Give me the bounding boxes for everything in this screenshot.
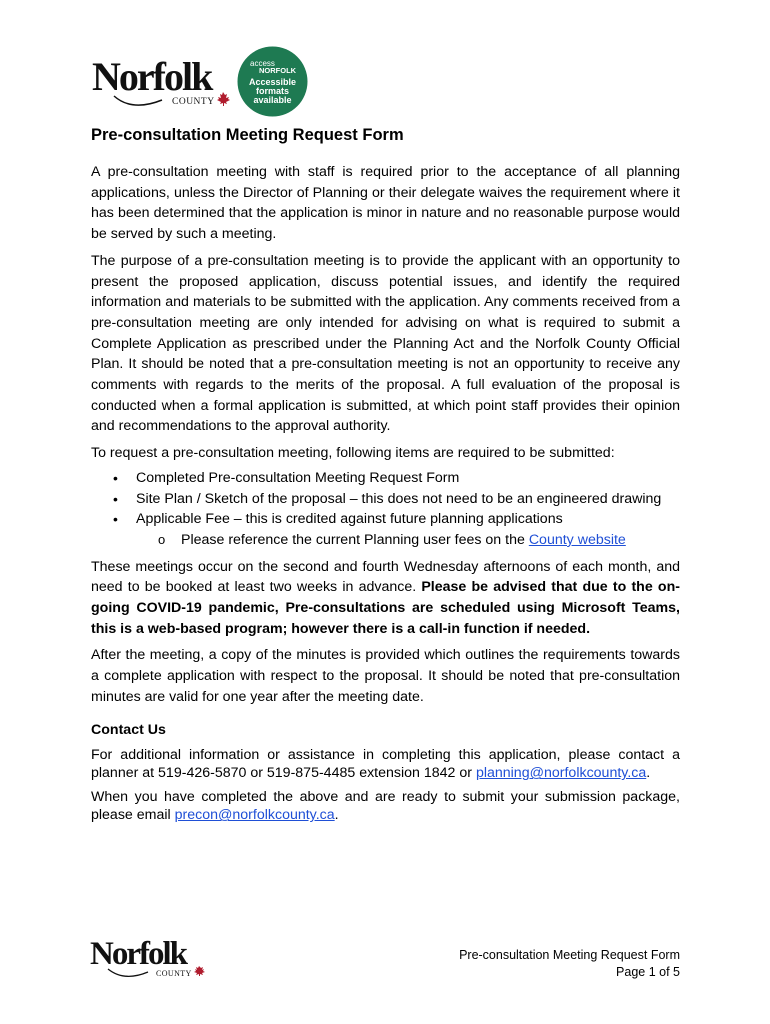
- list-item: • Applicable Fee – this is credited against future planning applications o Please reference the current Planning user fees on the County website: [91, 509, 680, 550]
- sub-list: [136, 530, 680, 551]
- required-items-list: [91, 468, 680, 551]
- circle-bullet-icon: o: [158, 531, 166, 547]
- norfolk-county-logo: [92, 52, 240, 114]
- covid-notice: Please be advised that due to the on-going COVID-19 pandemic, Pre-consultations are scheduled using Microsoft Teams, this is a web-based program; however there is a call-in function if needed.: [91, 579, 680, 637]
- maple-leaf-icon: [217, 92, 230, 106]
- svg-text:Accessible: Accessible: [248, 77, 297, 87]
- county-website-link[interactable]: County website: [528, 531, 626, 548]
- svg-text:access: access: [250, 59, 275, 68]
- request-intro: To request a pre-consultation meeting, following items are required to be submitted:: [91, 445, 615, 462]
- maple-leaf-icon: [194, 966, 205, 976]
- svg-text:NORFOLK: NORFOLK: [259, 66, 297, 75]
- bullet-icon: •: [113, 511, 118, 528]
- page-number: Page 1 of 5: [616, 964, 680, 979]
- list-item: • Completed Pre-consultation Meeting Request Form: [91, 468, 680, 489]
- norfolk-county-footer-logo: [90, 932, 212, 984]
- purpose-paragraph: The purpose of a pre-consultation meeting is to provide the applicant with an opportunity to present the proposed application, discuss potential issues, and identify the required information and materials to be submitted with the application. Any comments received from a pre-consultation meeting are only intended for advising on what is required to submit a Complete Application as prescribed under the Planning Act and the Norfolk County Official Plan. It should be noted that a pre-consultation meeting is not an opportunity to receive any comments with regards to the merits of the proposal. A full evaluation of the proposal is conducted when a formal application is submitted, at which point staff provides their opinion and recommendations to the approval authority.: [91, 252, 680, 435]
- footer-form-name: Pre-consultation Meeting Request Form: [459, 948, 680, 962]
- page-title: Pre-consultation Meeting Request Form: [91, 126, 404, 144]
- list-item: • Site Plan / Sketch of the proposal – this does not need to be an engineered drawing: [91, 489, 680, 510]
- sub-list-item: o Please reference the current Planning user fees on the County website: [136, 530, 680, 551]
- logo-sub: COUNTY: [172, 97, 215, 107]
- contact-heading: Contact Us: [91, 721, 166, 738]
- main-content: [91, 162, 680, 830]
- svg-text:COUNTY: COUNTY: [156, 969, 192, 978]
- svg-text:available: available: [253, 95, 292, 105]
- svg-text:formats: formats: [255, 86, 290, 96]
- page-footer: [459, 947, 680, 980]
- after-paragraph: After the meeting, a copy of the minutes is provided which outlines the requirements towards a complete application with respect to the proposal. It should be noted that pre-consultation minutes are valid for one year after the meeting date.: [91, 647, 680, 705]
- submit-paragraph: When you have completed the above and are ready to submit your submission package, please email precon@norfolkcounty.ca.: [91, 789, 680, 824]
- bullet-icon: •: [113, 490, 118, 507]
- contact-paragraph: For additional information or assistance in completing this application, please contact a planner at 519-426-5870 or 519-875-4485 extension 1842 or planning@norfolkcounty.ca.: [91, 747, 680, 782]
- svg-text:Norfolk: Norfolk: [90, 936, 186, 972]
- bullet-icon: •: [113, 469, 118, 486]
- meetings-paragraph: These meetings occur on the second and fourth Wednesday afternoons of each month, and need to be booked at least two weeks in advance. Please be advised that due to the on-going COVID-19 pandemic, Pre-consultations are scheduled using Microsoft Teams, this is a web-based program; however there is a call-in function if needed.: [91, 558, 680, 637]
- precon-email-link[interactable]: precon@norfolkcounty.ca: [174, 807, 335, 824]
- accessible-formats-badge: [237, 46, 308, 117]
- logo-word: Norfolk: [92, 54, 212, 99]
- intro-paragraph: A pre-consultation meeting with staff is required prior to the acceptance of all planning applications, unless the Director of Planning or their delegate waives the requirement where it has been determined that the application is minor in nature and no reasonable purpose would be served by such a meeting.: [91, 164, 680, 243]
- planning-email-link[interactable]: planning@norfolkcounty.ca: [475, 765, 647, 782]
